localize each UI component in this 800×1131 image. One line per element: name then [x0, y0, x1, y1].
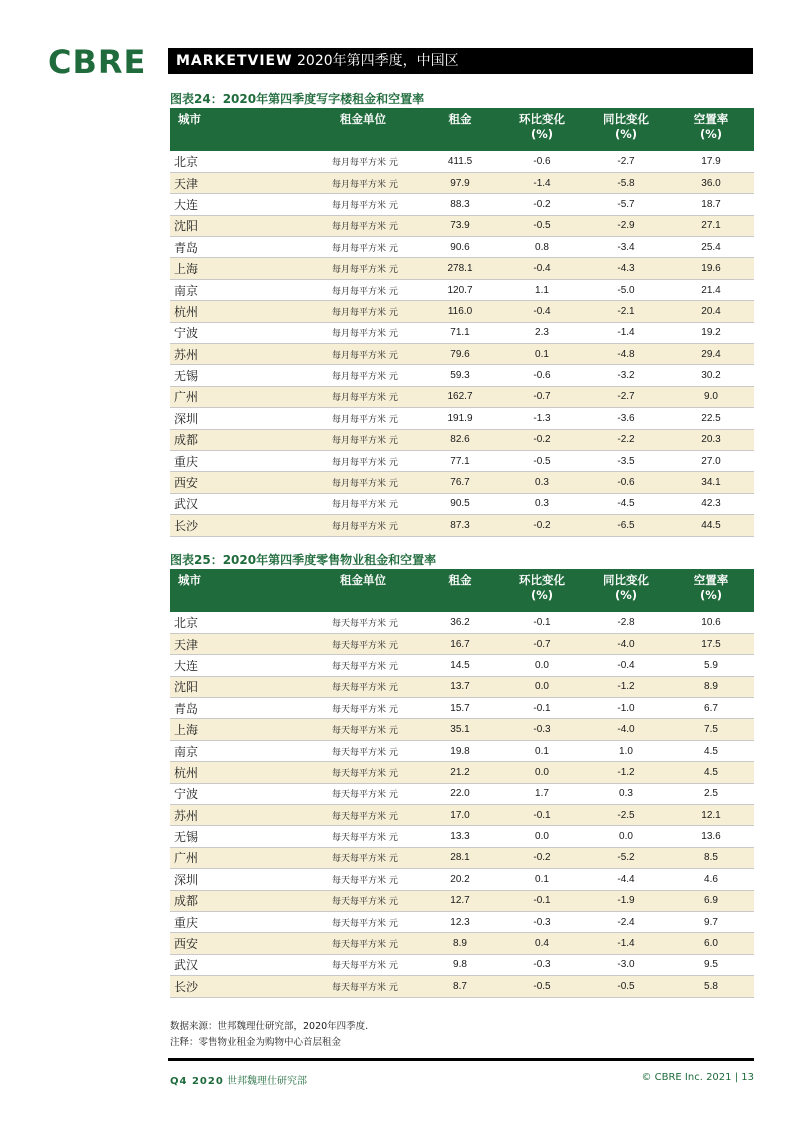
footer-rule: [168, 1058, 754, 1061]
qoq-change-cell: 0.0: [500, 676, 584, 697]
footer-quarter: Q4 2020: [170, 1076, 224, 1087]
vacancy-rate-cell: 9.0: [668, 386, 754, 407]
unit-cell: 每月每平方米 元: [320, 429, 420, 450]
qoq-change-cell: -0.2: [500, 429, 584, 450]
city-cell: 西安: [170, 933, 320, 954]
rent-cell: 71.1: [420, 322, 500, 343]
vacancy-rate-cell: 8.5: [668, 847, 754, 868]
table-row: [170, 890, 754, 911]
qoq-change-cell: -0.1: [500, 612, 584, 633]
city-cell: 长沙: [170, 515, 320, 536]
rent-cell: 12.7: [420, 890, 500, 911]
yoy-change-cell: -2.1: [584, 301, 668, 322]
yoy-change-cell: -2.7: [584, 151, 668, 172]
header-vacancy: [668, 108, 754, 151]
yoy-change-cell: -3.0: [584, 954, 668, 975]
header-vacancy-line1: 空置率: [693, 573, 729, 587]
footer-org: 世邦魏理仕研究部: [226, 1076, 307, 1087]
city-cell: 青岛: [170, 698, 320, 719]
table-row: [170, 954, 754, 975]
city-cell: 宁波: [170, 783, 320, 804]
unit-cell: 每天每平方米 元: [320, 719, 420, 740]
header-city: 城市: [178, 573, 201, 587]
table-row: [170, 151, 754, 172]
unit-cell: 每天每平方米 元: [320, 655, 420, 676]
header-vacancy-line2: (%): [699, 127, 723, 141]
unit-cell: 每天每平方米 元: [320, 869, 420, 890]
city-cell: 无锡: [170, 826, 320, 847]
rent-cell: 13.7: [420, 676, 500, 697]
rent-cell: 82.6: [420, 429, 500, 450]
notes: [170, 1019, 368, 1051]
rent-cell: 35.1: [420, 719, 500, 740]
header-yoy: [584, 108, 668, 151]
unit-cell: 每月每平方米 元: [320, 237, 420, 258]
retail-table-header-row: [170, 569, 754, 612]
city-cell: 成都: [170, 429, 320, 450]
city-cell: 广州: [170, 847, 320, 868]
vacancy-rate-cell: 5.9: [668, 655, 754, 676]
table-row: [170, 493, 754, 514]
city-cell: 北京: [170, 151, 320, 172]
unit-cell: 每天每平方米 元: [320, 911, 420, 932]
unit-cell: 每天每平方米 元: [320, 847, 420, 868]
header-rent: 租金: [448, 573, 472, 587]
vacancy-rate-cell: 9.5: [668, 954, 754, 975]
header-unit: 租金单位: [340, 573, 386, 587]
page-number: 13: [741, 1072, 754, 1083]
yoy-change-cell: -5.8: [584, 172, 668, 193]
city-cell: 上海: [170, 258, 320, 279]
rent-cell: 20.2: [420, 869, 500, 890]
yoy-change-cell: -3.5: [584, 450, 668, 471]
yoy-change-cell: -6.5: [584, 515, 668, 536]
city-cell: 沈阳: [170, 676, 320, 697]
vacancy-rate-cell: 19.6: [668, 258, 754, 279]
unit-cell: 每月每平方米 元: [320, 301, 420, 322]
city-cell: 苏州: [170, 805, 320, 826]
vacancy-rate-cell: 9.7: [668, 911, 754, 932]
rent-cell: 79.6: [420, 344, 500, 365]
unit-cell: 每天每平方米 元: [320, 676, 420, 697]
table-row: [170, 365, 754, 386]
vacancy-rate-cell: 2.5: [668, 783, 754, 804]
unit-cell: 每天每平方米 元: [320, 783, 420, 804]
yoy-change-cell: -2.9: [584, 215, 668, 236]
rent-cell: 88.3: [420, 194, 500, 215]
rent-cell: 76.7: [420, 472, 500, 493]
cbre-logo: CBRE: [48, 43, 147, 81]
header-qoq-line1: 环比变化: [519, 573, 565, 587]
city-cell: 大连: [170, 655, 320, 676]
city-cell: 长沙: [170, 976, 320, 997]
retail-table-title: 图表25：2020年第四季度零售物业租金和空置率: [170, 553, 437, 567]
yoy-change-cell: -2.8: [584, 612, 668, 633]
unit-cell: 每天每平方米 元: [320, 740, 420, 761]
qoq-change-cell: 0.0: [500, 826, 584, 847]
retail-rent-table: [170, 569, 754, 998]
unit-cell: 每天每平方米 元: [320, 762, 420, 783]
yoy-change-cell: -2.4: [584, 911, 668, 932]
yoy-change-cell: -1.4: [584, 322, 668, 343]
rent-cell: 411.5: [420, 151, 500, 172]
yoy-change-cell: -4.8: [584, 344, 668, 365]
rent-cell: 13.3: [420, 826, 500, 847]
vacancy-rate-cell: 17.5: [668, 633, 754, 654]
rent-cell: 21.2: [420, 762, 500, 783]
unit-cell: 每月每平方米 元: [320, 386, 420, 407]
vacancy-rate-cell: 6.7: [668, 698, 754, 719]
city-cell: 苏州: [170, 344, 320, 365]
rent-cell: 8.9: [420, 933, 500, 954]
city-cell: 南京: [170, 279, 320, 300]
table-row: [170, 847, 754, 868]
yoy-change-cell: -1.9: [584, 890, 668, 911]
city-cell: 天津: [170, 172, 320, 193]
vacancy-rate-cell: 44.5: [668, 515, 754, 536]
unit-cell: 每月每平方米 元: [320, 215, 420, 236]
rent-cell: 116.0: [420, 301, 500, 322]
unit-cell: 每月每平方米 元: [320, 344, 420, 365]
unit-cell: 每月每平方米 元: [320, 172, 420, 193]
vacancy-rate-cell: 7.5: [668, 719, 754, 740]
yoy-change-cell: -1.0: [584, 698, 668, 719]
yoy-change-cell: -4.0: [584, 633, 668, 654]
retail-table-body: [170, 612, 754, 997]
table-row: [170, 719, 754, 740]
unit-cell: 每月每平方米 元: [320, 258, 420, 279]
qoq-change-cell: -1.4: [500, 172, 584, 193]
rent-cell: 17.0: [420, 805, 500, 826]
footer-left: [170, 1072, 307, 1087]
qoq-change-cell: 0.8: [500, 237, 584, 258]
header-qoq-line1: 环比变化: [519, 112, 565, 126]
rent-cell: 87.3: [420, 515, 500, 536]
rent-cell: 120.7: [420, 279, 500, 300]
table-row: [170, 698, 754, 719]
unit-cell: 每月每平方米 元: [320, 194, 420, 215]
header-qoq: [500, 569, 584, 612]
qoq-change-cell: -0.5: [500, 976, 584, 997]
yoy-change-cell: -1.2: [584, 762, 668, 783]
header-vacancy: [668, 569, 754, 612]
vacancy-rate-cell: 36.0: [668, 172, 754, 193]
header-yoy-line2: (%): [614, 588, 638, 602]
qoq-change-cell: 0.3: [500, 493, 584, 514]
city-cell: 沈阳: [170, 215, 320, 236]
rent-cell: 9.8: [420, 954, 500, 975]
qoq-change-cell: -0.3: [500, 719, 584, 740]
rent-cell: 162.7: [420, 386, 500, 407]
rent-cell: 77.1: [420, 450, 500, 471]
table-row: [170, 911, 754, 932]
table-row: [170, 386, 754, 407]
qoq-change-cell: 0.1: [500, 344, 584, 365]
rent-cell: 73.9: [420, 215, 500, 236]
yoy-change-cell: -3.4: [584, 237, 668, 258]
unit-cell: 每月每平方米 元: [320, 472, 420, 493]
yoy-change-cell: -2.5: [584, 805, 668, 826]
table-row: [170, 472, 754, 493]
qoq-change-cell: 0.3: [500, 472, 584, 493]
yoy-change-cell: -2.7: [584, 386, 668, 407]
vacancy-rate-cell: 17.9: [668, 151, 754, 172]
vacancy-rate-cell: 34.1: [668, 472, 754, 493]
marketview-label: MARKETVIEW: [176, 53, 293, 69]
qoq-change-cell: 0.0: [500, 762, 584, 783]
city-cell: 宁波: [170, 322, 320, 343]
qoq-change-cell: -0.6: [500, 365, 584, 386]
rent-cell: 278.1: [420, 258, 500, 279]
city-cell: 青岛: [170, 237, 320, 258]
vacancy-rate-cell: 10.6: [668, 612, 754, 633]
table-row: [170, 279, 754, 300]
vacancy-rate-cell: 27.0: [668, 450, 754, 471]
office-table-body: [170, 151, 754, 536]
qoq-change-cell: 1.1: [500, 279, 584, 300]
qoq-change-cell: -0.7: [500, 633, 584, 654]
vacancy-rate-cell: 18.7: [668, 194, 754, 215]
table-row: [170, 655, 754, 676]
unit-cell: 每月每平方米 元: [320, 365, 420, 386]
rent-cell: 19.8: [420, 740, 500, 761]
rent-cell: 12.3: [420, 911, 500, 932]
vacancy-rate-cell: 6.9: [668, 890, 754, 911]
header-vacancy-line2: (%): [699, 588, 723, 602]
unit-cell: 每月每平方米 元: [320, 493, 420, 514]
unit-cell: 每月每平方米 元: [320, 515, 420, 536]
table-row: [170, 762, 754, 783]
table-row: [170, 258, 754, 279]
yoy-change-cell: -1.4: [584, 933, 668, 954]
table-row: [170, 322, 754, 343]
yoy-change-cell: -5.7: [584, 194, 668, 215]
header-qoq-line2: (%): [530, 588, 554, 602]
city-cell: 重庆: [170, 450, 320, 471]
yoy-change-cell: -4.0: [584, 719, 668, 740]
vacancy-rate-cell: 22.5: [668, 408, 754, 429]
yoy-change-cell: -0.5: [584, 976, 668, 997]
rent-cell: 8.7: [420, 976, 500, 997]
city-cell: 重庆: [170, 911, 320, 932]
table-row: [170, 676, 754, 697]
qoq-change-cell: -0.4: [500, 258, 584, 279]
qoq-change-cell: 0.0: [500, 655, 584, 676]
yoy-change-cell: -0.4: [584, 655, 668, 676]
header-yoy-line1: 同比变化: [603, 112, 649, 126]
table-row: [170, 805, 754, 826]
qoq-change-cell: 0.4: [500, 933, 584, 954]
city-cell: 深圳: [170, 408, 320, 429]
vacancy-rate-cell: 25.4: [668, 237, 754, 258]
yoy-change-cell: -4.3: [584, 258, 668, 279]
source-note: 数据来源：世邦魏理仕研究部，2020年四季度.: [170, 1021, 369, 1032]
qoq-change-cell: 0.1: [500, 740, 584, 761]
header-yoy-line1: 同比变化: [603, 573, 649, 587]
city-cell: 杭州: [170, 762, 320, 783]
city-cell: 天津: [170, 633, 320, 654]
table-row: [170, 194, 754, 215]
rent-cell: 36.2: [420, 612, 500, 633]
table-row: [170, 783, 754, 804]
city-cell: 南京: [170, 740, 320, 761]
yoy-change-cell: -2.2: [584, 429, 668, 450]
table-row: [170, 344, 754, 365]
footer-copyright: © CBRE Inc. 2021: [641, 1072, 732, 1083]
marketview-header-bar: [168, 48, 753, 74]
table-row: [170, 612, 754, 633]
table-row: [170, 172, 754, 193]
yoy-change-cell: -0.6: [584, 472, 668, 493]
table-row: [170, 976, 754, 997]
rent-cell: 90.6: [420, 237, 500, 258]
qoq-change-cell: 1.7: [500, 783, 584, 804]
vacancy-rate-cell: 12.1: [668, 805, 754, 826]
vacancy-rate-cell: 4.5: [668, 762, 754, 783]
unit-cell: 每天每平方米 元: [320, 976, 420, 997]
unit-cell: 每天每平方米 元: [320, 890, 420, 911]
vacancy-rate-cell: 20.4: [668, 301, 754, 322]
header-vacancy-line1: 空置率: [693, 112, 729, 126]
yoy-change-cell: -5.0: [584, 279, 668, 300]
header-qoq-line2: (%): [530, 127, 554, 141]
qoq-change-cell: -0.3: [500, 911, 584, 932]
qoq-change-cell: -0.5: [500, 215, 584, 236]
table-row: [170, 869, 754, 890]
city-cell: 上海: [170, 719, 320, 740]
city-cell: 北京: [170, 612, 320, 633]
vacancy-rate-cell: 27.1: [668, 215, 754, 236]
header-qoq: [500, 108, 584, 151]
vacancy-rate-cell: 42.3: [668, 493, 754, 514]
marketview-subtitle: 2020年第四季度，中国区: [297, 53, 459, 69]
vacancy-rate-cell: 6.0: [668, 933, 754, 954]
unit-cell: 每天每平方米 元: [320, 698, 420, 719]
city-cell: 杭州: [170, 301, 320, 322]
rent-cell: 14.5: [420, 655, 500, 676]
yoy-change-cell: -4.4: [584, 869, 668, 890]
office-table-header-row: [170, 108, 754, 151]
city-cell: 成都: [170, 890, 320, 911]
yoy-change-cell: 1.0: [584, 740, 668, 761]
header-city: 城市: [178, 112, 201, 126]
vacancy-rate-cell: 29.4: [668, 344, 754, 365]
yoy-change-cell: -1.2: [584, 676, 668, 697]
vacancy-rate-cell: 13.6: [668, 826, 754, 847]
yoy-change-cell: 0.3: [584, 783, 668, 804]
yoy-change-cell: 0.0: [584, 826, 668, 847]
yoy-change-cell: -3.2: [584, 365, 668, 386]
table-row: [170, 450, 754, 471]
city-cell: 武汉: [170, 954, 320, 975]
table-row: [170, 633, 754, 654]
unit-cell: 每月每平方米 元: [320, 408, 420, 429]
rent-cell: 191.9: [420, 408, 500, 429]
unit-cell: 每月每平方米 元: [320, 450, 420, 471]
vacancy-rate-cell: 20.3: [668, 429, 754, 450]
table-row: [170, 429, 754, 450]
vacancy-rate-cell: 5.8: [668, 976, 754, 997]
header-yoy: [584, 569, 668, 612]
table-row: [170, 237, 754, 258]
vacancy-rate-cell: 21.4: [668, 279, 754, 300]
yoy-change-cell: -5.2: [584, 847, 668, 868]
table-row: [170, 740, 754, 761]
office-table-title: 图表24：2020年第四季度写字楼租金和空置率: [170, 92, 425, 106]
unit-cell: 每天每平方米 元: [320, 826, 420, 847]
city-cell: 无锡: [170, 365, 320, 386]
unit-cell: 每月每平方米 元: [320, 279, 420, 300]
vacancy-rate-cell: 4.6: [668, 869, 754, 890]
vacancy-rate-cell: 30.2: [668, 365, 754, 386]
city-cell: 武汉: [170, 493, 320, 514]
table-row: [170, 826, 754, 847]
unit-cell: 每天每平方米 元: [320, 805, 420, 826]
qoq-change-cell: 0.1: [500, 869, 584, 890]
rent-cell: 97.9: [420, 172, 500, 193]
rent-cell: 28.1: [420, 847, 500, 868]
rent-cell: 15.7: [420, 698, 500, 719]
rent-cell: 16.7: [420, 633, 500, 654]
qoq-change-cell: -0.3: [500, 954, 584, 975]
table-row: [170, 215, 754, 236]
yoy-change-cell: -3.6: [584, 408, 668, 429]
city-cell: 大连: [170, 194, 320, 215]
qoq-change-cell: -0.1: [500, 890, 584, 911]
qoq-change-cell: -0.1: [500, 805, 584, 826]
city-cell: 西安: [170, 472, 320, 493]
table-row: [170, 933, 754, 954]
vacancy-rate-cell: 8.9: [668, 676, 754, 697]
unit-cell: 每月每平方米 元: [320, 322, 420, 343]
qoq-change-cell: -0.2: [500, 515, 584, 536]
table-row: [170, 515, 754, 536]
header-yoy-line2: (%): [614, 127, 638, 141]
rent-cell: 90.5: [420, 493, 500, 514]
qoq-change-cell: -0.7: [500, 386, 584, 407]
unit-cell: 每天每平方米 元: [320, 954, 420, 975]
rent-cell: 22.0: [420, 783, 500, 804]
qoq-change-cell: -0.2: [500, 847, 584, 868]
unit-cell: 每月每平方米 元: [320, 151, 420, 172]
unit-cell: 每天每平方米 元: [320, 933, 420, 954]
unit-cell: 每天每平方米 元: [320, 612, 420, 633]
retail-note: 注释：零售物业租金为购物中心首层租金: [170, 1037, 342, 1048]
footer-right: [641, 1072, 754, 1083]
qoq-change-cell: -1.3: [500, 408, 584, 429]
city-cell: 深圳: [170, 869, 320, 890]
qoq-change-cell: -0.4: [500, 301, 584, 322]
table-row: [170, 408, 754, 429]
city-cell: 广州: [170, 386, 320, 407]
header-unit: 租金单位: [340, 112, 386, 126]
qoq-change-cell: -0.2: [500, 194, 584, 215]
table-row: [170, 301, 754, 322]
qoq-change-cell: -0.5: [500, 450, 584, 471]
qoq-change-cell: -0.6: [500, 151, 584, 172]
office-rent-table: [170, 108, 754, 537]
vacancy-rate-cell: 19.2: [668, 322, 754, 343]
yoy-change-cell: -4.5: [584, 493, 668, 514]
unit-cell: 每天每平方米 元: [320, 633, 420, 654]
vacancy-rate-cell: 4.5: [668, 740, 754, 761]
qoq-change-cell: 2.3: [500, 322, 584, 343]
header-rent: 租金: [448, 112, 472, 126]
qoq-change-cell: -0.1: [500, 698, 584, 719]
footer-separator: |: [734, 1072, 739, 1083]
rent-cell: 59.3: [420, 365, 500, 386]
